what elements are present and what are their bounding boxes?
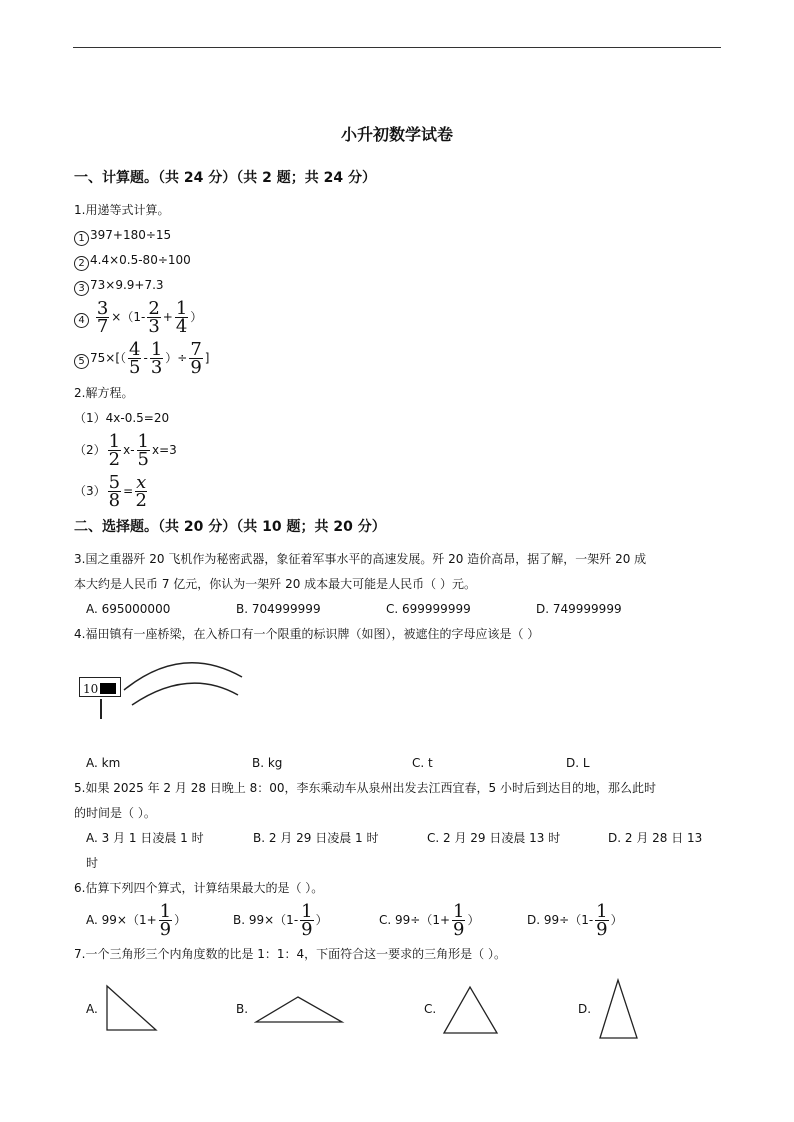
acute-isosceles-triangle-figure (596, 977, 642, 1041)
bridge-arc-figure (120, 655, 250, 710)
hidden-unit-block (100, 683, 116, 694)
circled-number-5: 5 (74, 354, 89, 369)
fraction: $\frac{1}{9}$ (159, 901, 172, 940)
question-5-option-d-wrap: 时 (86, 856, 99, 870)
fraction: $\frac{1}{3}$ (150, 339, 163, 378)
question-1-item-4 (74, 300, 202, 335)
expression-text: ） (190, 310, 203, 324)
option-text: A. 99×（1+ (86, 913, 157, 927)
equation-2 (74, 433, 177, 468)
fraction: $\frac{1}{5}$ (137, 431, 149, 470)
question-1-item-2 (74, 250, 191, 271)
sign-value: 10 (83, 682, 99, 696)
question-5-line-2: 的时间是（ ）。 (74, 806, 156, 820)
option-text: C. 99÷（1+ (379, 913, 451, 927)
fraction: $\frac{5}{8}$ (108, 472, 121, 511)
fraction: $\frac{2}{3}$ (148, 298, 160, 337)
circled-number-1: 1 (74, 231, 89, 246)
expression-text: = (123, 484, 134, 498)
question-4-stem: 4.福田镇有一座桥梁，在入桥口有一个限重的标识牌（如图），被遮住的字母应该是（ ） (74, 627, 540, 641)
fraction: $\frac{x}{2}$ (135, 472, 147, 511)
equation-3 (74, 474, 149, 509)
fraction: $\frac{4}{5}$ (129, 339, 141, 378)
fraction: $\frac{1}{4}$ (175, 298, 188, 337)
question-4-option-d[interactable]: D. L (566, 756, 590, 770)
question-3-option-a[interactable]: A. 695000000 (86, 602, 171, 616)
option-text: ） (174, 913, 187, 927)
fraction: $\frac{7}{9}$ (190, 339, 202, 378)
question-3-option-b[interactable]: B. 704999999 (236, 602, 321, 616)
equation-prefix: （2） (74, 443, 106, 457)
obtuse-triangle-figure (254, 994, 346, 1026)
expression-text: ×（1- (111, 310, 146, 324)
option-text: ） (315, 913, 328, 927)
option-text: D. 99÷（1- (527, 913, 594, 927)
option-text: ） (467, 913, 480, 927)
fraction: $\frac{1}{9}$ (301, 901, 313, 940)
page-title: 小升初数学试卷 (340, 125, 453, 144)
expression-text: ）÷ (165, 351, 188, 365)
sign-pole (100, 699, 102, 719)
circled-number-3: 3 (74, 281, 89, 296)
equation-1: （1）4x-0.5=20 (74, 411, 170, 425)
fraction: $\frac{1}{9}$ (596, 901, 608, 940)
question-3-option-d[interactable]: D. 749999999 (536, 602, 622, 616)
question-1-stem: 1.用递等式计算。 (74, 203, 170, 217)
section-heading-choice: 二、选择题。（共 20 分）（共 10 题；共 20 分） (74, 519, 386, 535)
expression-text: 75×[（ (90, 351, 127, 365)
equilateral-triangle-figure (441, 984, 501, 1036)
question-4-option-a[interactable]: A. km (86, 756, 121, 770)
question-5-option-b[interactable]: B. 2 月 29 日凌晨 1 时 (253, 831, 379, 845)
question-6-option-d[interactable] (527, 903, 623, 938)
question-6-option-c[interactable] (379, 903, 480, 938)
question-7-stem: 7.一个三角形三个内角度数的比是 1：1：4，下面符合这一要求的三角形是（ ）。 (74, 947, 506, 961)
circled-number-4: 4 (74, 313, 89, 328)
option-text: ） (610, 913, 623, 927)
fraction: $\frac{1}{9}$ (453, 901, 465, 940)
question-7-option-b-label[interactable]: B. (236, 1002, 249, 1016)
question-4-option-b[interactable]: B. kg (252, 756, 283, 770)
question-5-option-a[interactable]: A. 3 月 1 日凌晨 1 时 (86, 831, 204, 845)
question-7-option-c-label[interactable]: C. (424, 1002, 437, 1016)
fraction: $\frac{3}{7}$ (96, 298, 109, 337)
question-3-line-1: 3.国之重器歼 20 飞机作为秘密武器，象征着军事水平的高速发展。歼 20 造价高昂，据了解，一架歼 20 成 (74, 552, 647, 566)
question-1-item-3 (74, 275, 164, 296)
expression-text: x- (123, 443, 135, 457)
question-6-option-b[interactable] (233, 903, 328, 938)
question-3-line-2: 本大约是人民币 7 亿元，你认为一架歼 20 成本最大可能是人民币（ ）元。 (74, 577, 476, 591)
question-5-option-d[interactable]: D. 2 月 28 日 13 (608, 831, 703, 845)
expression-text: + (162, 310, 173, 324)
expression-text: - (143, 351, 148, 365)
question-5-line-1: 5.如果 2025 年 2 月 28 日晚上 8：00，李东乘动车从泉州出发去江西宜春，5 小时后到达目的地，那么此时 (74, 781, 656, 795)
fraction: $\frac{1}{2}$ (108, 431, 121, 470)
expression-text: x=3 (151, 443, 177, 457)
section-heading-calculation: 一、计算题。（共 24 分）（共 2 题；共 24 分） (74, 170, 376, 186)
item-1-expression: 397+180÷15 (90, 228, 172, 242)
question-1-item-5 (74, 341, 209, 376)
question-3-option-c[interactable]: C. 699999999 (386, 602, 471, 616)
question-4-option-c[interactable]: C. t (412, 756, 433, 770)
question-6-stem: 6.估算下列四个算式，计算结果最大的是（ ）。 (74, 881, 324, 895)
question-2-stem: 2.解方程。 (74, 386, 134, 400)
weight-limit-sign (79, 677, 121, 697)
expression-text: ] (204, 351, 210, 365)
equation-prefix: （3） (74, 484, 106, 498)
question-6-option-a[interactable] (86, 903, 186, 938)
option-text: B. 99×（1- (233, 913, 299, 927)
item-2-expression: 4.4×0.5-80÷100 (90, 253, 191, 267)
question-7-option-d-label[interactable]: D. (578, 1002, 592, 1016)
header-rule (73, 47, 721, 48)
question-1-item-1 (74, 225, 171, 246)
item-3-expression: 73×9.9+7.3 (90, 278, 164, 292)
circled-number-2: 2 (74, 256, 89, 271)
right-triangle-figure (104, 984, 160, 1034)
question-5-option-c[interactable]: C. 2 月 29 日凌晨 13 时 (427, 831, 561, 845)
question-7-option-a-label[interactable]: A. (86, 1002, 98, 1016)
